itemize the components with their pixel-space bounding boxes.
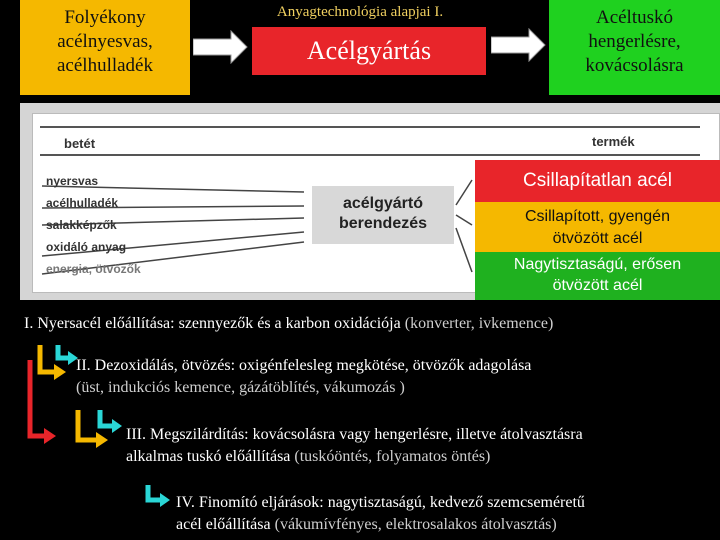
output-line-2: hengerlésre,	[588, 31, 681, 52]
cyan-connector-icon	[148, 485, 160, 500]
output-line-1: Acéltuskó	[595, 7, 674, 28]
step-4-sub-b: (vákumívfényes, elektrosalakos átolvasztás)	[270, 516, 557, 533]
product-killed-free-steel: Csillapítatlan acél	[475, 160, 720, 202]
output-line-3: kovácsolásra	[585, 55, 684, 76]
step-2-main: II. Dezoxidálás, ötvözés: oxigénfelesleg megkötése, ötvözők adagolása	[76, 357, 532, 374]
betet-label: betét	[64, 136, 96, 151]
step-3-sub-b: (tuskóöntés, folyamatos öntés)	[290, 448, 491, 465]
input-salakkepzok: salakképzők	[46, 218, 117, 232]
product2-line-1: Csillapított, gyengén	[525, 208, 670, 225]
termek-label: termék	[592, 134, 635, 149]
step-3	[126, 424, 583, 468]
cyan-connector-icon	[100, 410, 112, 426]
input-energia-otvozok: energia, ötvözők	[46, 262, 141, 276]
course-title: Anyagtechnológia alapjai I.	[276, 4, 444, 20]
step-1-main: I. Nyersacél előállítása: szennyezők és a karbon oxidációja	[24, 315, 401, 332]
step-3-sub-a: alkalmas tuskó előállítása	[126, 448, 291, 465]
input-line-2: acélnyesvas,	[57, 31, 153, 52]
machine-line-2: berendezés	[338, 215, 428, 232]
main-process-box: Acélgyártás	[252, 27, 486, 75]
input-nyersvas: nyersvas	[46, 174, 99, 188]
input-line-1: Folyékony	[64, 7, 146, 28]
machine-line-1: acélgyártó	[342, 195, 424, 212]
step-3-main: III. Megszilárdítás: kovácsolásra vagy hengerlésre, illetve átolvasztásra	[126, 426, 583, 443]
step-1	[24, 313, 553, 335]
step-1-extra: (konverter, ivkemence)	[400, 315, 554, 332]
yellow-connector-icon	[78, 410, 96, 440]
step-2-sub: (üst, indukciós kemence, gázátöblítés, vákumozás )	[76, 379, 405, 396]
product3-line-2: ötvözött acél	[552, 277, 643, 294]
step-2	[76, 355, 531, 399]
step-4	[176, 492, 585, 536]
product2-line-2: ötvözött acél	[552, 230, 643, 247]
input-line-3: acélhulladék	[56, 55, 153, 76]
product3-line-1: Nagytisztaságú, erősen	[513, 256, 682, 273]
input-acelhulladek: acélhulladék	[46, 196, 119, 210]
yellow-connector-icon	[40, 345, 54, 372]
input-oxidalo-anyag: oxidáló anyag	[46, 240, 127, 254]
step-4-main: IV. Finomító eljárások: nagytisztaságú, kedvező szemcseméretű	[176, 494, 585, 511]
cyan-connector-icon	[58, 345, 68, 358]
step-4-sub-a: acél előállítása	[176, 516, 271, 533]
